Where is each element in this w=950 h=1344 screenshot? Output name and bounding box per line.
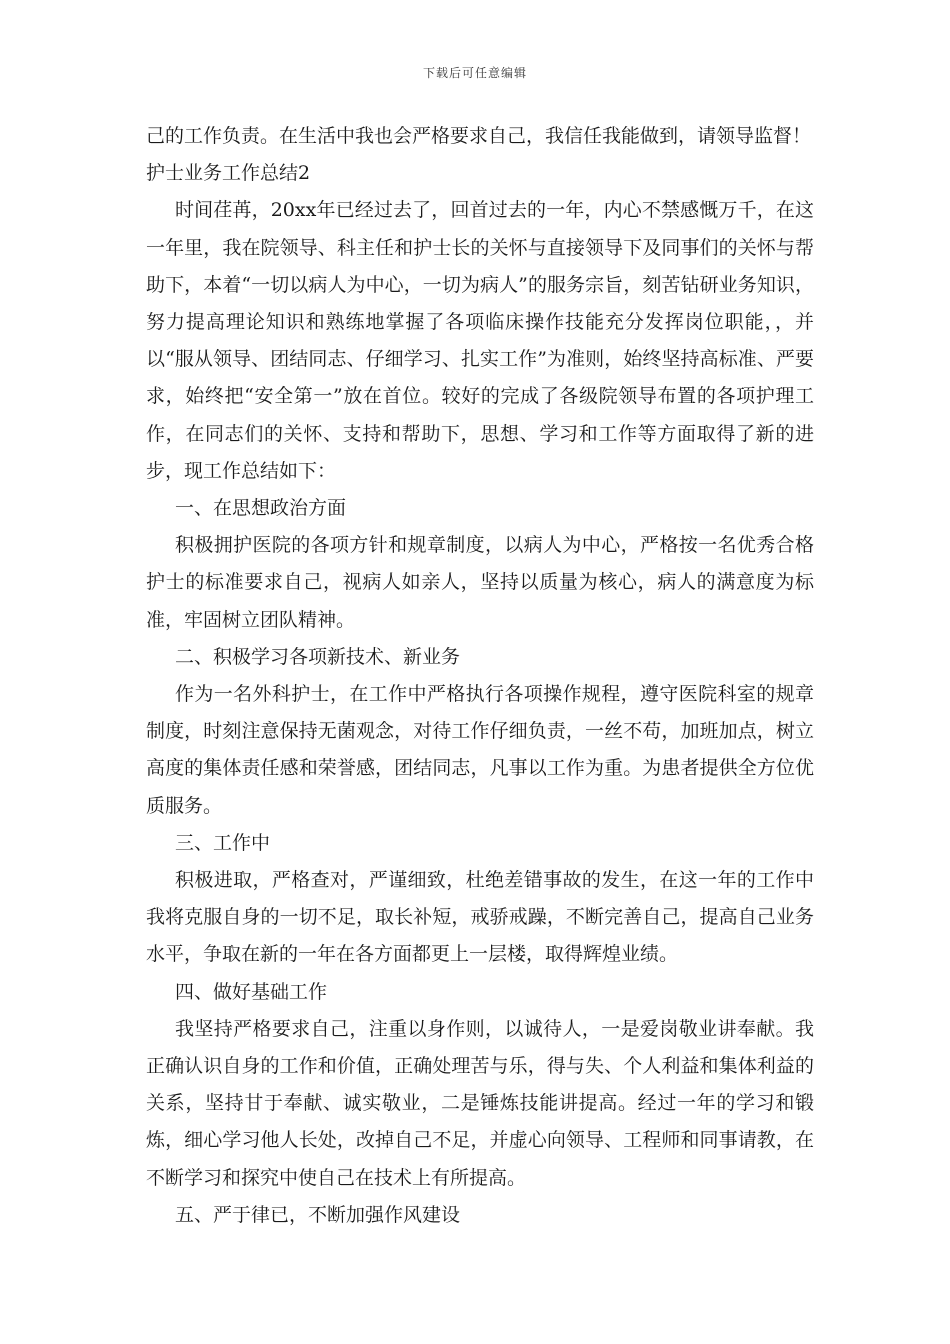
page-header-note: 下载后可任意编辑	[422, 66, 527, 80]
heading-4: 四、做好基础工作	[175, 980, 328, 1003]
document-body	[146, 118, 814, 1234]
heading-2: 二、积极学习各项新技术、新业务	[175, 645, 461, 668]
paragraph-continuation: 己的工作负责。在生活中我也会严格要求自己，我信任我能做到，请领导监督！	[146, 125, 812, 147]
heading-3: 三、工作中	[175, 831, 271, 854]
paragraph-2: 作为一名外科护士，在工作中严格执行各项操作规程，遵守医院科室的规章制度，时刻注意保持无菌观念，对待工作仔细负责，一丝不苟，加班加点，树立高度的集体责任感和荣誉感，团结同志，凡事以工作为重。为患者提供全方位优质服务。	[146, 683, 814, 817]
paragraph-1: 积极拥护医院的各项方针和规章制度，以病人为中心，严格按一名优秀合格护士的标准要求自己，视病人如亲人，坚持以质量为核心，病人的满意度为标准，牢固树立团队精神。	[146, 534, 814, 631]
paragraph-intro: 时间荏苒，20xx年已经过去了，回首过去的一年，内心不禁感慨万千，在这一年里，我在院领导、科主任和护士长的关怀与直接领导下及同事们的关怀与帮助下，本着“一切以病人为中心，一切为病人”的服务宗旨，刻苦钻研业务知识，努力提高理论知识和熟练地掌握了各项临床操作技能充分发挥岗位职能，，并以“服从领导、团结同志、仔细学习、扎实工作”为准则，始终坚持高标准、严要求，始终把“安全第一”放在首位。较好的完成了各级院领导布置的各项护理工作，在同志们的关怀、支持和帮助下，思想、学习和工作等方面取得了新的进步，现工作总结如下：	[146, 199, 814, 482]
paragraph-4: 我坚持严格要求自己，注重以身作则，以诚待人，一是爱岗敬业讲奉献。我正确认识自身的工作和价值，正确处理苦与乐，得与失、个人利益和集体利益的关系，坚持甘于奉献、诚实敬业，二是锤炼技能讲提高。经过一年的学习和锻炼，细心学习他人长处，改掉自己不足，并虚心向领导、工程师和同事请教，在不断学习和探究中使自己在技术上有所提高。	[146, 1017, 814, 1189]
heading-5: 五、严于律已，不断加强作风建设	[175, 1203, 461, 1226]
heading-1: 一、在思想政治方面	[175, 497, 347, 520]
section-title: 护士业务工作总结2	[146, 162, 311, 185]
paragraph-3: 积极进取，严格查对，严谨细致，杜绝差错事故的发生，在这一年的工作中我将克服自身的一切不足，取长补短，戒骄戒躁，不断完善自己，提高自己业务水平，争取在新的一年在各方面都更上一层楼，取得辉煌业绩。	[146, 869, 814, 966]
